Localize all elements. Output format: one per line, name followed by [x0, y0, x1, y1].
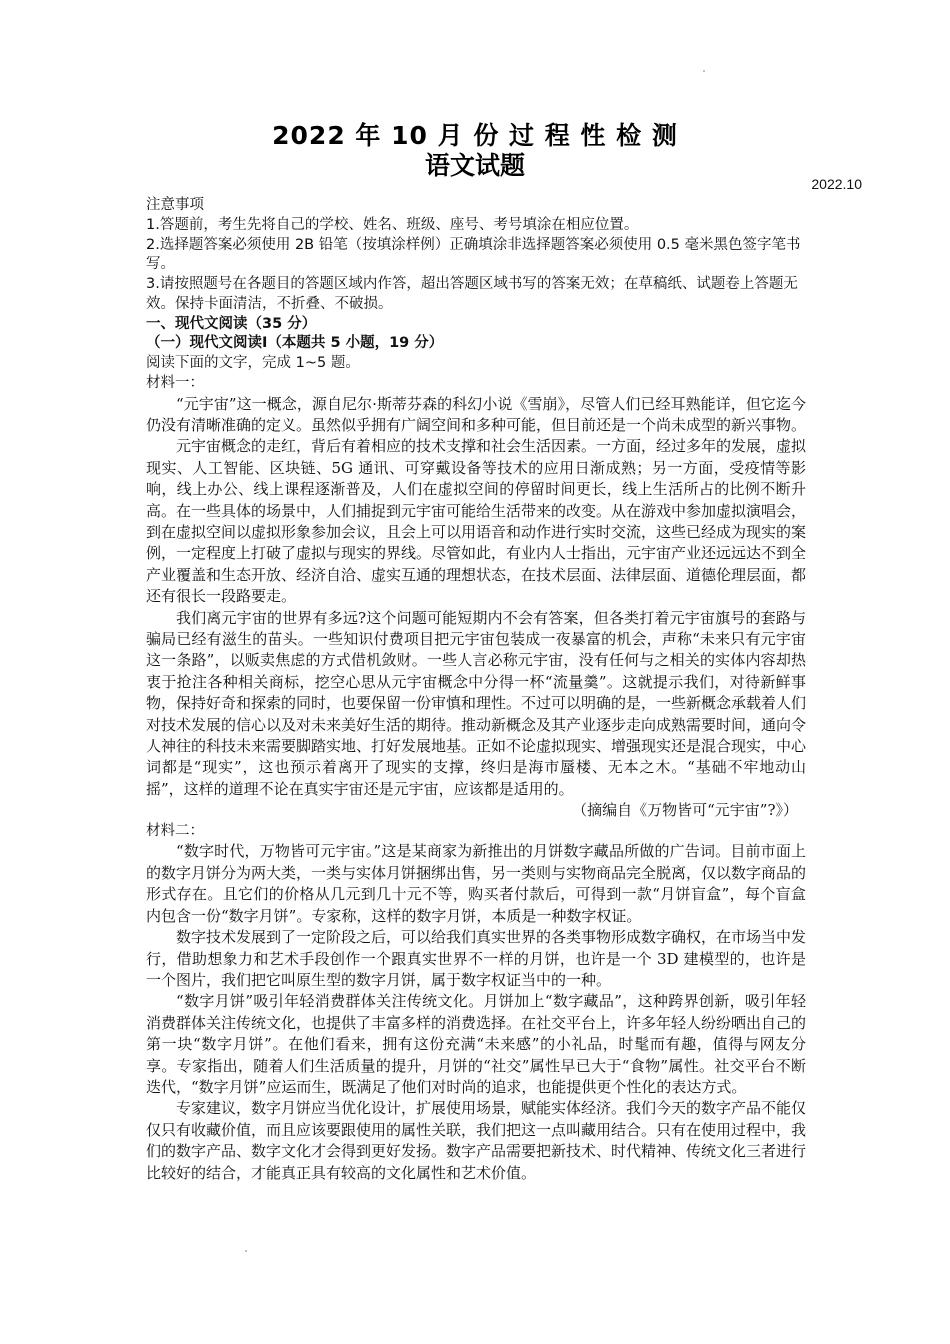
- material-2-label: 材料二：: [146, 822, 204, 839]
- scan-speck: [245, 1250, 247, 1252]
- notice-item: 2.选择题答案必须使用 2B 铅笔（按填涂样例）正确填涂非选择题答案必须使用 0.5 毫米黑色签字笔书写。: [146, 236, 801, 273]
- exam-date: 2022.10: [811, 176, 862, 192]
- material-1-paragraph: “元宇宙”这一概念，源自尼尔·斯蒂芬森的科幻小说《雪崩》，尽管人们已经耳熟能详，但它迄今仍没有清晰准确的定义。虽然似乎拥有广阔空间和多种可能，但目前还是一个尚未成型的新兴事物。: [146, 394, 807, 434]
- exam-subtitle: 语文试题: [424, 151, 525, 180]
- exam-title: 2022 年 10 月 份 过 程 性 检 测: [272, 121, 678, 150]
- exam-content: [146, 196, 806, 1184]
- material-1-paragraph: 元宇宙概念的走红，背后有着相应的技术支撑和社会生活因素。一方面，经过多年的发展，虚拟现实、人工智能、区块链、5G 通讯、可穿戴设备等技术的应用日渐成熟；另一方面，受疫情等影响，线上办公、线上课程逐渐普及，人们在虚拟空间的停留时间更长，线上生活所占的比例不断升高。在一些具体的场景中，人们捕捉到元宇宙可能给生活带来的改变。从在游戏中参加虚拟演唱会，到在虚拟空间以虚拟形象参加会议，且会上可以用语音和动作进行实时交流，这些已经成为现实的案例，一定程度上打破了虚拟与现实的界线。尽管如此，有业内人士指出，元宇宙产业还远远达不到全产业覆盖和生态开放、经济自洽、虚实互通的理想状态，在技术层面、法律层面、道德伦理层面，都还有很长一段路要走。: [146, 437, 807, 606]
- reading-instruction: 阅读下面的文字，完成 1~5 题。: [146, 354, 360, 371]
- material-1-source: （摘编自《万物皆可“元宇宙”?》）: [572, 801, 798, 820]
- material-2-paragraph: 数字技术发展到了一定阶段之后，可以给我们真实世界的各类事物形成数字确权，在市场当中发行，借助想象力和艺术手段创作一个跟真实世界不一样的月饼，也许是一个 3D 建模型的，也许是一个图片，我们把它叫原生型的数字月饼，属于数字权证当中的一种。: [146, 928, 807, 989]
- material-2-paragraph: 专家建议，数字月饼应当优化设计，扩展使用场景，赋能实体经济。我们今天的数字产品不能仅仅只有收藏价值，而且应该要跟使用的属性关联，我们把这一点叫藏用结合。只有在使用过程中，我们的数字产品、数字文化才会得到更好发扬。数字产品需要把新技术、时代精神、传统文化三者进行比较好的结合，才能真正具有较高的文化属性和艺术价值。: [146, 1099, 807, 1182]
- material-2-paragraph: “数字时代，万物皆可元宇宙。”这是某商家为新推出的月饼数字藏品所做的广告词。目前市面上的数字月饼分为两大类，一类与实体月饼捆绑出售，另一类则与实物商品完全脱离，仅以数字商品的形式存在。且它们的价格从几元到几十元不等，购买者付款后，可得到一款“月饼盲盒”，每个盲盒内包含一份“数字月饼”。专家称，这样的数字月饼，本质是一种数字权证。: [146, 842, 807, 925]
- sub-section-heading: （一）现代文阅读Ⅰ（本题共 5 小题，19 分）: [146, 335, 444, 352]
- material-1-label: 材料一：: [146, 374, 204, 391]
- material-1-paragraph: 我们离元宇宙的世界有多远?这个问题可能短期内不会有答案，但各类打着元宇宙旗号的套路与骗局已经有滋生的苗头。一些知识付费项目把元宇宙包装成一夜暴富的机会，声称“未来只有元宇宙这一条路”，以贩卖焦虑的方式借机敛财。一些人言必称元宇宙，没有任何与之相关的实体内容却热衷于抢注各种相关商标，挖空心思从元宇宙概念中分得一杯“流量羹”。这就提示我们，对待新鲜事物，保持好奇和探索的同时，也要保留一份审慎和理性。不过可以明确的是，一些新概念承载着人们对技术发展的信心以及对未来美好生活的期待。推动新概念及其产业逐步走向成熟需要时间，通向令人神往的科技未来需要脚踏实地、打好发展地基。正如不论虚拟现实、增强现实还是混合现实，中心词都是“现实”，这也预示着离开了现实的支撑，终归是海市蜃楼、无本之木。“基础不牢地动山摇”，这样的道理不论在真实宇宙还是元宇宙，应该都是适用的。: [146, 608, 807, 798]
- notice-heading: 注意事项: [146, 197, 204, 213]
- notice-item: 3.请按照题号在各题目的答题区域内作答，超出答题区域书写的答案无效；在草稿纸、试题卷上答题无效。保持卡面清洁，不折叠、不破损。: [146, 276, 798, 312]
- material-2-paragraph: “数字月饼”吸引年轻消费群体关注传统文化。月饼加上“数字藏品”，这种跨界创新，吸引年轻消费群体关注传统文化，也提供了丰富多样的消费选择。在社交平台上，许多年轻人纷纷晒出自己的第一块“数字月饼”。在他们看来，拥有这份充满“未来感”的小礼品，时髦而有趣，值得与网友分享。专家指出，随着人们生活质量的提升，月饼的“社交”属性早已大于“食物”属性。社交平台不断迭代，“数字月饼”应运而生，既满足了他们对时尚的追求，也能提供更个性化的表达方式。: [146, 992, 807, 1096]
- notice-item: 1.答题前，考生先将自己的学校、姓名、班级、座号、考号填涂在相应位置。: [146, 216, 639, 233]
- scan-speck: [703, 70, 705, 72]
- section-heading: 一、现代文阅读（35 分）: [146, 315, 317, 332]
